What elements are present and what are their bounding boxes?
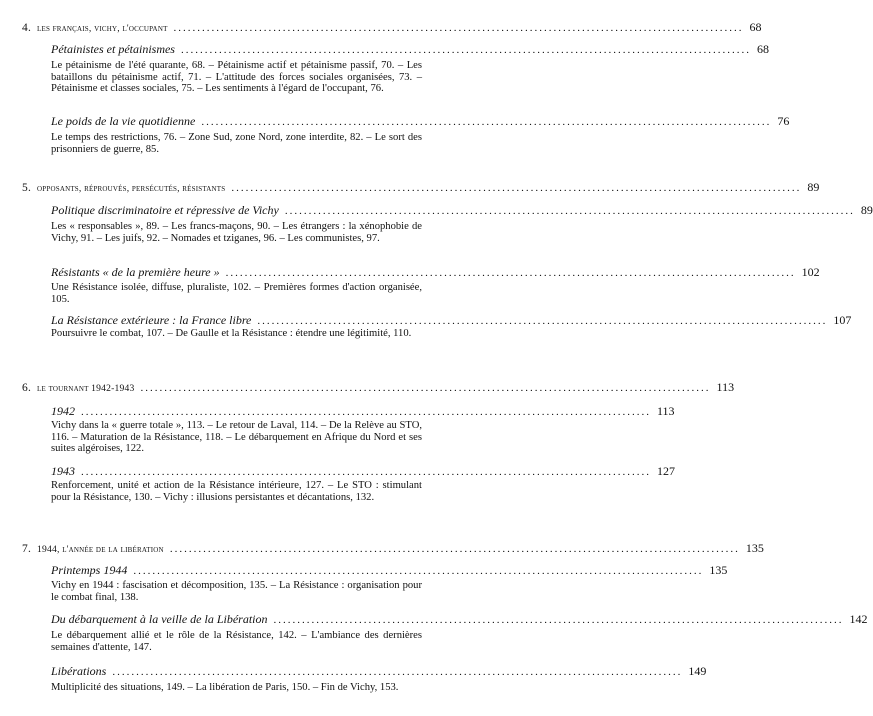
chapter-entry[interactable] bbox=[22, 180, 820, 196]
chapter-entry[interactable] bbox=[22, 20, 762, 36]
dot-leader: ........................................................................................................................ bbox=[273, 614, 844, 626]
section-description: Vichy dans la « guerre totale », 113. – Le retour de Laval, 114. – De la Relève au STO, 116. – Maturation de la Résistance, 118. – Le débarquement en Afrique du Nord et ses suites algéroises, 122. bbox=[51, 420, 422, 455]
section-description: Les « responsables », 89. – Les francs-maçons, 90. – Les étrangers : la xénophobie de Vichy, 91. – Les juifs, 92. – Nomades et tziganes, 96. – Les communistes, 97. bbox=[51, 221, 422, 244]
section-description: Une Résistance isolée, diffuse, pluraliste, 102. – Premières formes d'action organisée, 105. bbox=[51, 282, 422, 305]
dot-leader: ........................................................................................................................ bbox=[133, 565, 704, 577]
chapter-title: le tournant 1942-1943 bbox=[37, 383, 135, 394]
section-title: Printemps 1944 bbox=[51, 563, 128, 577]
chapter-number: 7. bbox=[22, 543, 32, 555]
dot-leader: ........................................................................................................................ bbox=[225, 267, 796, 279]
dot-leader: ........................................................................................................................ bbox=[201, 116, 772, 128]
section-description: Renforcement, unité et action de la Résistance intérieure, 127. – Le STO : stimulant pour la Résistance, 130. – Vichy : illusions persistantes et décantations, 132. bbox=[51, 480, 422, 503]
section-entry[interactable] bbox=[51, 464, 675, 480]
section-title: Libérations bbox=[51, 664, 107, 678]
section-page-number: 107 bbox=[833, 313, 852, 327]
section-label bbox=[51, 664, 106, 679]
chapter-entry[interactable] bbox=[22, 380, 735, 396]
section-label bbox=[51, 313, 251, 328]
dot-leader: ........................................................................................................................ bbox=[173, 22, 744, 34]
dot-leader: ........................................................................................................................ bbox=[180, 44, 751, 56]
section-page-number: 76 bbox=[777, 114, 790, 128]
section-entry[interactable] bbox=[51, 563, 728, 579]
chapter-entry[interactable] bbox=[22, 541, 764, 557]
section-description: Le pétainisme de l'été quarante, 68. – Pétainisme actif et pétainisme passif, 70. – Les bataillons du pétainisme actif, 71. – L'attitude des forces sociales organisées, 73. – Pétainisme et classes sociales, 75. – Les sentiments à l'égard de l'occupant, 76. bbox=[51, 60, 422, 95]
chapter-number: 6. bbox=[22, 382, 32, 394]
chapter-page-number: 68 bbox=[749, 20, 762, 34]
chapter-title: les français, vichy, l'occupant bbox=[37, 23, 168, 34]
section-title: 1943 bbox=[51, 464, 75, 478]
section-label bbox=[51, 563, 127, 578]
section-label bbox=[51, 114, 195, 129]
section-page-number: 127 bbox=[657, 464, 675, 478]
dot-leader: ........................................................................................................................ bbox=[169, 543, 740, 555]
chapter-page-number: 113 bbox=[716, 380, 735, 394]
section-page-number: 142 bbox=[849, 612, 868, 626]
section-description: Poursuivre le combat, 107. – De Gaulle et la Résistance : étendre une légitimité, 110. bbox=[51, 328, 412, 339]
section-entry[interactable] bbox=[51, 313, 852, 329]
section-label bbox=[51, 404, 75, 419]
chapter-label bbox=[22, 22, 168, 34]
dot-leader: ........................................................................................................................ bbox=[284, 205, 855, 217]
section-title: Politique discriminatoire et répressive de Vichy bbox=[51, 203, 279, 217]
section-title: Pétainistes et pétainismes bbox=[51, 42, 175, 56]
dot-leader: ........................................................................................................................ bbox=[112, 666, 683, 678]
section-entry[interactable] bbox=[51, 265, 820, 281]
section-description: Le temps des restrictions, 76. – Zone Sud, zone Nord, zone interdite, 82. – Le sort des prisonniers de guerre, 85. bbox=[51, 132, 422, 155]
chapter-label bbox=[22, 543, 164, 555]
chapter-number: 5. bbox=[22, 182, 32, 194]
section-page-number: 68 bbox=[756, 42, 769, 56]
section-description: Vichy en 1944 : fascisation et décomposition, 135. – La Résistance : organisation pour le combat final, 138. bbox=[51, 580, 422, 603]
section-label bbox=[51, 265, 220, 280]
section-title: Le poids de la vie quotidienne bbox=[51, 114, 196, 128]
section-page-number: 102 bbox=[801, 265, 820, 279]
chapter-page-number: 135 bbox=[745, 541, 764, 555]
section-page-number: 113 bbox=[657, 404, 675, 418]
section-description: Le débarquement allié et le rôle de la Résistance, 142. – L'ambiance des dernières semaines d'attente, 147. bbox=[51, 630, 422, 653]
section-label bbox=[51, 42, 175, 57]
section-entry[interactable] bbox=[51, 42, 769, 58]
dot-leader: ........................................................................................................................ bbox=[81, 406, 651, 418]
dot-leader: ........................................................................................................................ bbox=[81, 466, 651, 478]
section-page-number: 149 bbox=[688, 664, 707, 678]
section-label bbox=[51, 612, 268, 627]
section-label bbox=[51, 203, 279, 218]
section-entry[interactable] bbox=[51, 612, 868, 628]
chapter-label bbox=[22, 382, 135, 394]
chapter-title: opposants, réprouvés, persécutés, résistants bbox=[37, 183, 226, 194]
section-title: La Résistance extérieure : la France libre bbox=[51, 313, 252, 327]
dot-leader: ........................................................................................................................ bbox=[140, 382, 711, 394]
chapter-title: 1944, l'année de la libération bbox=[37, 544, 164, 555]
chapter-page-number: 89 bbox=[807, 180, 820, 194]
dot-leader: ........................................................................................................................ bbox=[257, 315, 828, 327]
section-title: 1942 bbox=[51, 404, 75, 418]
section-entry[interactable] bbox=[51, 404, 675, 420]
chapter-number: 4. bbox=[22, 22, 32, 34]
section-entry[interactable] bbox=[51, 664, 707, 680]
section-label bbox=[51, 464, 75, 479]
chapter-label bbox=[22, 182, 225, 194]
dot-leader: ........................................................................................................................ bbox=[231, 182, 802, 194]
section-entry[interactable] bbox=[51, 203, 873, 219]
section-entry[interactable] bbox=[51, 114, 790, 130]
section-page-number: 89 bbox=[860, 203, 873, 217]
section-title: Résistants « de la première heure » bbox=[51, 265, 220, 279]
section-title: Du débarquement à la veille de la Libération bbox=[51, 612, 268, 626]
section-description: Multiplicité des situations, 149. – La libération de Paris, 150. – Fin de Vichy, 153. bbox=[51, 682, 399, 693]
section-page-number: 135 bbox=[709, 563, 728, 577]
